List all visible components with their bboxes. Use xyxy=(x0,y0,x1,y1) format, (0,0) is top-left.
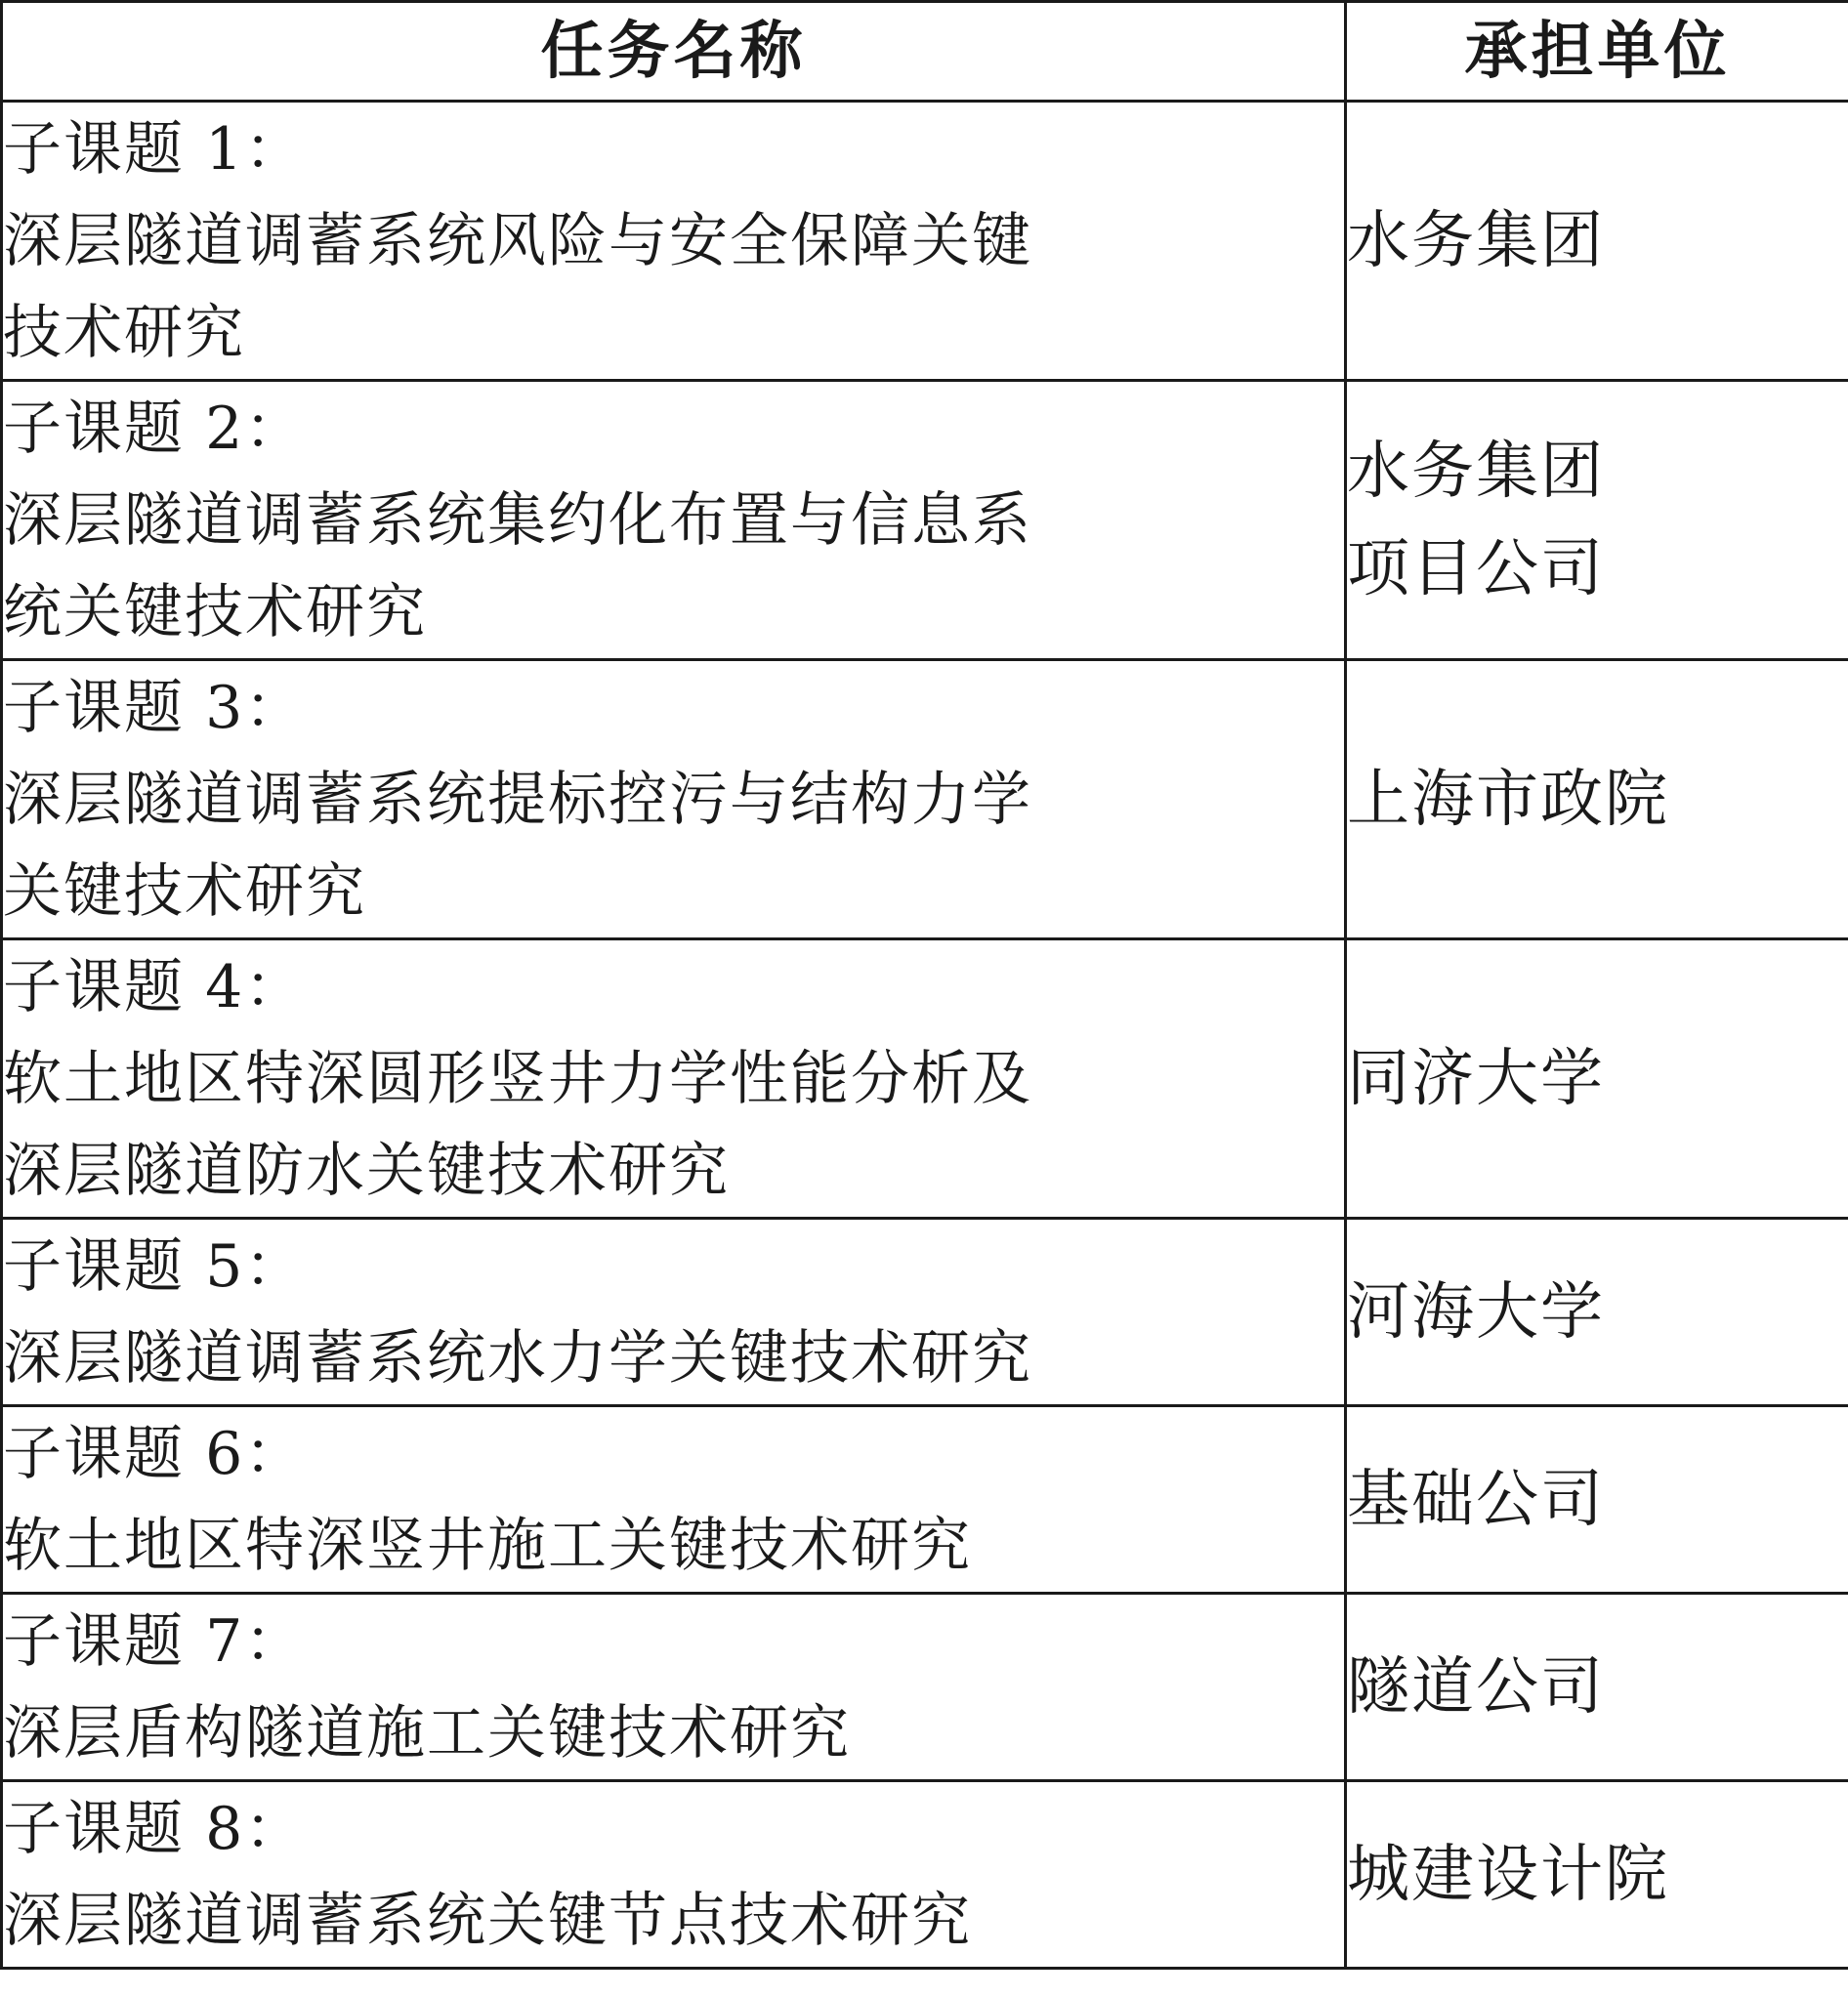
task-cell xyxy=(2,1781,1346,1969)
table-row xyxy=(2,1219,1848,1406)
task-line: 深层隧道调蓄系统提标控污与结构力学 xyxy=(3,765,1032,834)
table-row xyxy=(2,1594,1848,1781)
table-row xyxy=(2,939,1848,1219)
header-responsible-unit: 承担单位 xyxy=(1346,2,1848,102)
unit-line: 河海大学 xyxy=(1347,1275,1605,1349)
unit-cell xyxy=(1346,381,1848,660)
task-line: 深层隧道防水关键技术研究 xyxy=(3,1136,730,1205)
task-cell xyxy=(2,381,1346,660)
unit-cell xyxy=(1346,102,1848,381)
task-line: 子课题 8： xyxy=(3,1794,306,1863)
unit-line: 城建设计院 xyxy=(1347,1838,1669,1911)
task-line: 深层隧道调蓄系统关键节点技术研究 xyxy=(3,1886,972,1955)
unit-cell xyxy=(1346,1406,1848,1594)
table-row xyxy=(2,1406,1848,1594)
table-header-row xyxy=(2,2,1848,102)
header-task-name: 任务名称 xyxy=(2,2,1346,102)
unit-cell xyxy=(1346,660,1848,939)
task-line: 子课题 1： xyxy=(3,114,306,184)
unit-cell xyxy=(1346,1594,1848,1781)
task-line: 子课题 4： xyxy=(3,952,306,1021)
task-line: 子课题 2： xyxy=(3,394,306,463)
unit-cell xyxy=(1346,1781,1848,1969)
unit-cell xyxy=(1346,939,1848,1219)
task-cell xyxy=(2,1406,1346,1594)
task-line: 子课题 5： xyxy=(3,1231,306,1301)
task-line: 子课题 6： xyxy=(3,1419,306,1488)
task-cell xyxy=(2,1594,1346,1781)
unit-line: 项目公司 xyxy=(1347,532,1605,605)
task-line: 软土地区特深圆形竖井力学性能分析及 xyxy=(3,1044,1032,1113)
task-line: 统关键技术研究 xyxy=(3,577,427,646)
table-row xyxy=(2,660,1848,939)
task-cell xyxy=(2,939,1346,1219)
unit-line: 水务集团 xyxy=(1347,435,1605,508)
task-line: 关键技术研究 xyxy=(3,856,366,926)
task-line: 技术研究 xyxy=(3,298,245,367)
task-line: 深层隧道调蓄系统集约化布置与信息系 xyxy=(3,485,1032,555)
task-cell xyxy=(2,660,1346,939)
task-line: 深层隧道调蓄系统水力学关键技术研究 xyxy=(3,1323,1032,1393)
unit-line: 同济大学 xyxy=(1347,1042,1605,1115)
task-line: 深层盾构隧道施工关键技术研究 xyxy=(3,1698,851,1768)
unit-line: 基础公司 xyxy=(1347,1463,1605,1536)
unit-line: 上海市政院 xyxy=(1347,763,1669,836)
unit-line: 水务集团 xyxy=(1347,204,1605,277)
task-line: 深层隧道调蓄系统风险与安全保障关键 xyxy=(3,206,1032,275)
task-cell xyxy=(2,1219,1346,1406)
unit-line: 隧道公司 xyxy=(1347,1650,1605,1724)
task-line: 软土地区特深竖井施工关键技术研究 xyxy=(3,1511,972,1580)
table-row xyxy=(2,102,1848,381)
table-row xyxy=(2,1781,1848,1969)
task-line: 子课题 3： xyxy=(3,673,306,742)
table-row xyxy=(2,381,1848,660)
task-line: 子课题 7： xyxy=(3,1606,306,1676)
task-cell xyxy=(2,102,1346,381)
unit-cell xyxy=(1346,1219,1848,1406)
